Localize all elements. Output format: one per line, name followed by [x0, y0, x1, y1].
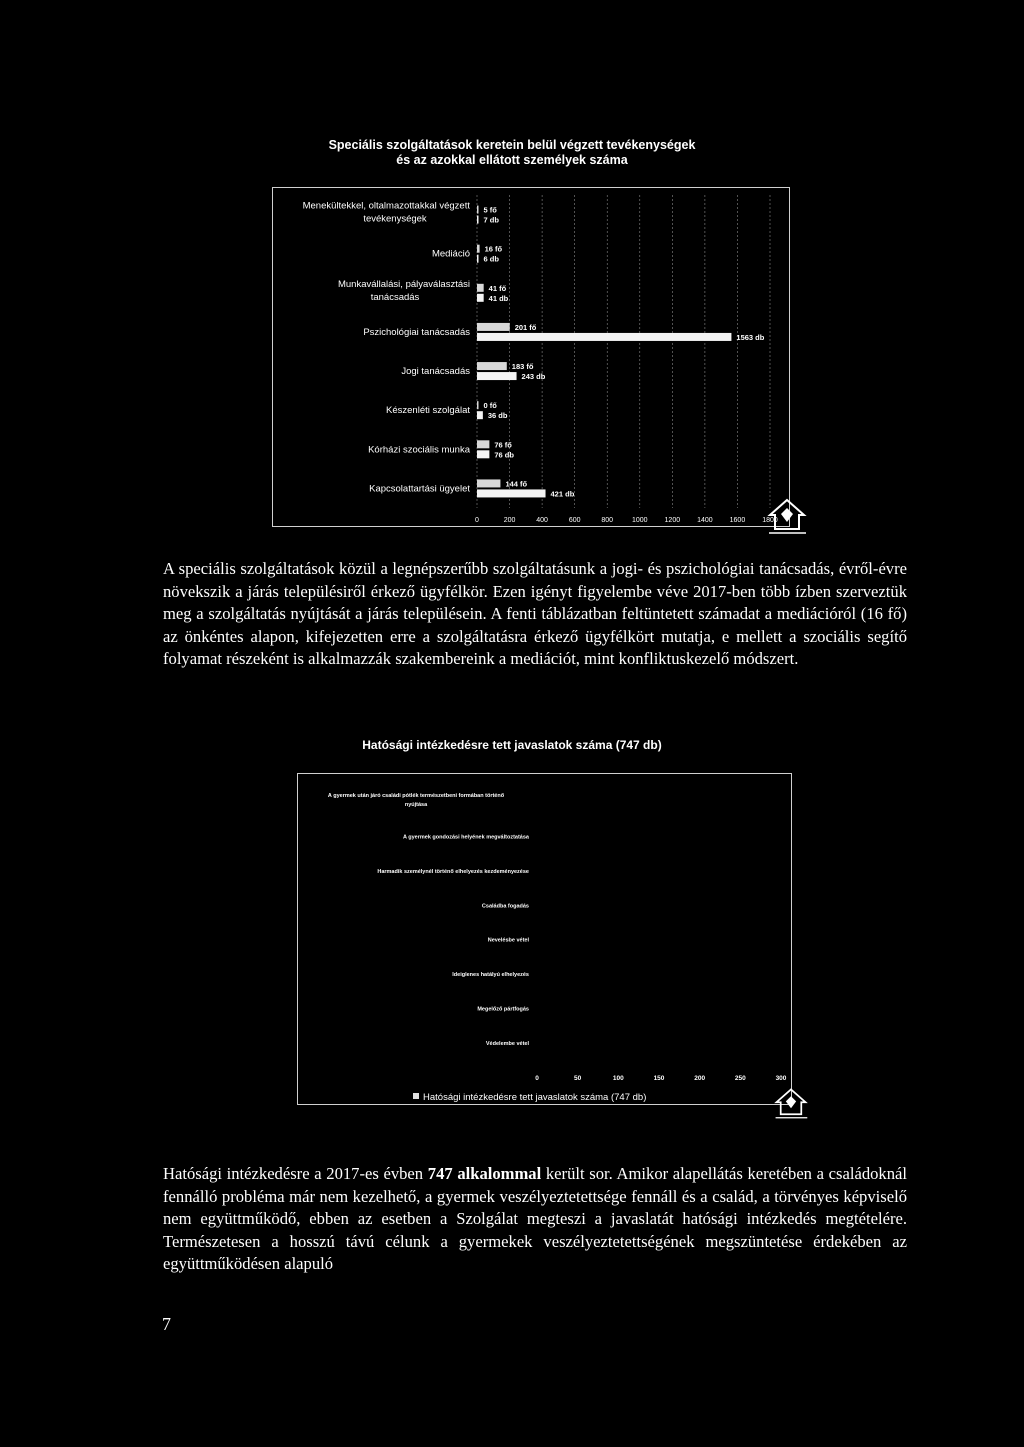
chart1-category-label: Mediáció — [431, 248, 470, 260]
chart1-category-label: Pszichológiai tanácsadás — [363, 326, 470, 338]
chart1-category-label: Kórházi szociális munka — [368, 444, 470, 456]
chart2-category-label: Védelembe vétel — [485, 1040, 529, 1047]
chart1-bar-label: 201 fő — [514, 322, 537, 332]
chart1-bar-label: 76 fő — [494, 440, 512, 450]
chart1-bar-label: 421 db — [550, 489, 575, 499]
chart1-x-tick-label: 1600 — [729, 517, 746, 524]
chart1-bar-label: 183 fő — [511, 362, 534, 372]
chart2-category-label-line2: nyújtása — [404, 802, 428, 809]
chart1-bar-label: 16 fő — [484, 244, 503, 254]
chart1-bar-label: 41 db — [488, 293, 509, 303]
chart2-x-tick-label: 200 — [694, 1075, 706, 1082]
chart2-category-label: A gyermek gondozási helyének megváltoztatása — [402, 834, 529, 841]
paragraph-2-part1: Hatósági intézkedésre a 2017-es évben — [163, 1164, 428, 1183]
chart1-bar-label: 36 db — [487, 411, 508, 421]
chart2-legend-swatch — [413, 1093, 419, 1099]
chart2-category-label: Ideiglenes hatályú elhelyezés — [452, 972, 529, 979]
page-number: 7 — [162, 1314, 171, 1334]
chart2-category-label: Családba fogadás — [481, 903, 529, 910]
chart1-x-tick-label: 600 — [568, 517, 581, 524]
chart1-x-tick-label: 1800 — [762, 517, 778, 524]
paragraph-2-part2: került sor. Amikor alapellátás keretében a családoknál fennálló probléma már nem kezelhető, a gyermek veszélyeztetettsége fennáll és a család, a törvényes képviselő nem együttműködő, ebben az esetben a Szolgálat megteszi a javaslatát hatósági intézkedés megtételére. Természetesen a hosszú távú célunk a gyermekek veszélyeztetettségének megszüntetése érdekében az együttműködésen alapuló — [163, 1164, 907, 1273]
chart1-title-line1: Speciális szolgáltatások keretein belül végzett tevékenységek — [328, 138, 696, 152]
chart1-bar-label: 41 fő — [488, 283, 507, 293]
chart1-bar-label: 0 fő — [483, 401, 497, 411]
logo-house-icon-2 — [773, 1086, 809, 1127]
chart2-x-tick-label: 150 — [653, 1075, 665, 1082]
chart1-x-tick-label: 1400 — [697, 517, 713, 524]
chart1-bar-label: 7 db — [483, 215, 499, 225]
chart1-category-label: Kapcsolattartási ügyelet — [369, 483, 470, 495]
chart2-category-label: Harmadik személynél történő elhelyezés kezdeményezése — [377, 868, 529, 875]
chart2-x-tick-label: 300 — [775, 1075, 787, 1082]
chart2-x-tick-label: 250 — [734, 1075, 746, 1082]
chart1-category-label-line2: tevékenységek — [363, 213, 427, 225]
chart2-x-tick-label: 100 — [612, 1075, 624, 1082]
chart1-bar-label: 5 fő — [483, 205, 497, 215]
chart1-bar-label: 76 db — [494, 450, 514, 460]
chart1-bar-label: 1563 db — [736, 332, 765, 342]
chart1-category-label: Készenléti szolgálat — [386, 405, 470, 417]
chart1-category-label: Jogi tanácsadás — [401, 366, 470, 378]
chart1-category-label: Menekültekkel, oltalmazottakkal végzett — [302, 200, 470, 212]
chart2-x-tick-label: 50 — [574, 1075, 582, 1082]
chart1-category-label-line2: tanácsadás — [370, 291, 420, 303]
chart1-bar-label: 6 db — [483, 254, 499, 264]
chart1-x-tick-label: 400 — [536, 517, 548, 524]
paragraph-2 — [163, 1163, 907, 1276]
chart1-x-tick-label: 1000 — [631, 517, 648, 524]
chart1-x-tick-label: 0 — [475, 517, 479, 524]
chart1-x-tick-label: 200 — [503, 517, 516, 524]
chart1-x-tick-label: 1200 — [664, 517, 681, 524]
chart2-x-tick-label: 0 — [535, 1075, 539, 1082]
paragraph-2-bold: 747 alkalommal — [427, 1164, 542, 1183]
chart2-category-label: Nevelésbe vétel — [487, 937, 529, 944]
chart2-legend-label: Hatósági intézkedésre tett javaslatok száma (747 db) — [423, 1092, 647, 1103]
chart1-title-line2: és az azokkal ellátott személyek száma — [396, 153, 628, 167]
paragraph-1: A speciális szolgáltatások közül a legnépszerűbb szolgáltatásunk a jogi- és pszichológiai tanácsadás, évről-évre növekszik a járás településiről érkező ügyfélkör. Ezen igényt figyelembe véve 2017-ben több ízben szerveztük meg a szolgáltatás nyújtását a járás településein. A fenti táblázatban feltüntetett számadat a mediációról (16 fő) az önkéntes alapon, kifejezetten erre a szolgáltatásra érkező ügyfélkört mutatja, e mellett a szociális segítő folyamat részeként is alkalmazzák szakembereink a mediációt, mint konfliktuskezelő módszert. — [163, 559, 907, 668]
chart1-bar-label: 144 fő — [505, 479, 528, 489]
chart1-x-tick-label: 800 — [601, 517, 614, 524]
chart1-bar-label: 243 db — [521, 372, 546, 382]
chart2-category-label: Megelőző pártfogás — [477, 1006, 529, 1013]
chart2-title: Hatósági intézkedésre tett javaslatok száma (747 db) — [362, 738, 662, 752]
chart1-category-label: Munkavállalási, pályaválasztási — [337, 278, 470, 290]
chart2-category-label: A gyermek után járó családi pótlék természetbeni formában történő — [327, 793, 505, 800]
